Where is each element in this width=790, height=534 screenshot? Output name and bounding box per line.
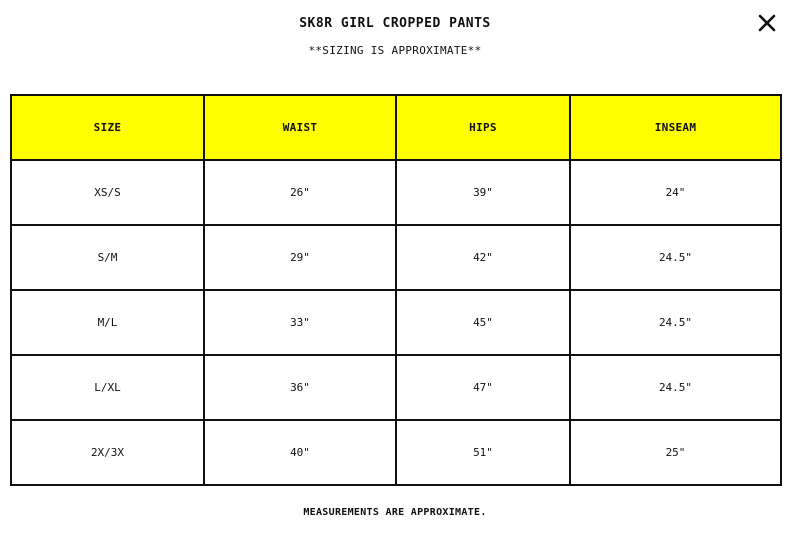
cell-hips: 45" xyxy=(396,290,570,355)
modal-title: SK8R GIRL CROPPED PANTS xyxy=(299,16,491,31)
cell-size: M/L xyxy=(11,290,204,355)
modal-subtitle: **SIZING IS APPROXIMATE** xyxy=(308,44,482,57)
cell-inseam: 24.5" xyxy=(570,290,781,355)
cell-size: L/XL xyxy=(11,355,204,420)
cell-waist: 26" xyxy=(204,160,396,225)
cell-size: S/M xyxy=(11,225,204,290)
cell-waist: 36" xyxy=(204,355,396,420)
close-icon xyxy=(756,12,778,34)
header-size: SIZE xyxy=(11,95,204,160)
cell-size: 2X/3X xyxy=(11,420,204,485)
cell-hips: 47" xyxy=(396,355,570,420)
table-header-row xyxy=(11,95,781,160)
table-row xyxy=(11,290,781,355)
cell-hips: 42" xyxy=(396,225,570,290)
cell-waist: 33" xyxy=(204,290,396,355)
header-waist: WAIST xyxy=(204,95,396,160)
cell-inseam: 24.5" xyxy=(570,355,781,420)
size-chart-table xyxy=(10,94,782,486)
cell-waist: 29" xyxy=(204,225,396,290)
cell-hips: 39" xyxy=(396,160,570,225)
table-row xyxy=(11,420,781,485)
close-button[interactable] xyxy=(756,12,778,34)
cell-inseam: 25" xyxy=(570,420,781,485)
footer-note: MEASUREMENTS ARE APPROXIMATE. xyxy=(303,507,487,518)
cell-waist: 40" xyxy=(204,420,396,485)
table-row xyxy=(11,160,781,225)
table-row xyxy=(11,355,781,420)
cell-size: XS/S xyxy=(11,160,204,225)
table-row xyxy=(11,225,781,290)
header-hips: HIPS xyxy=(396,95,570,160)
cell-inseam: 24" xyxy=(570,160,781,225)
cell-hips: 51" xyxy=(396,420,570,485)
cell-inseam: 24.5" xyxy=(570,225,781,290)
header-inseam: INSEAM xyxy=(570,95,781,160)
